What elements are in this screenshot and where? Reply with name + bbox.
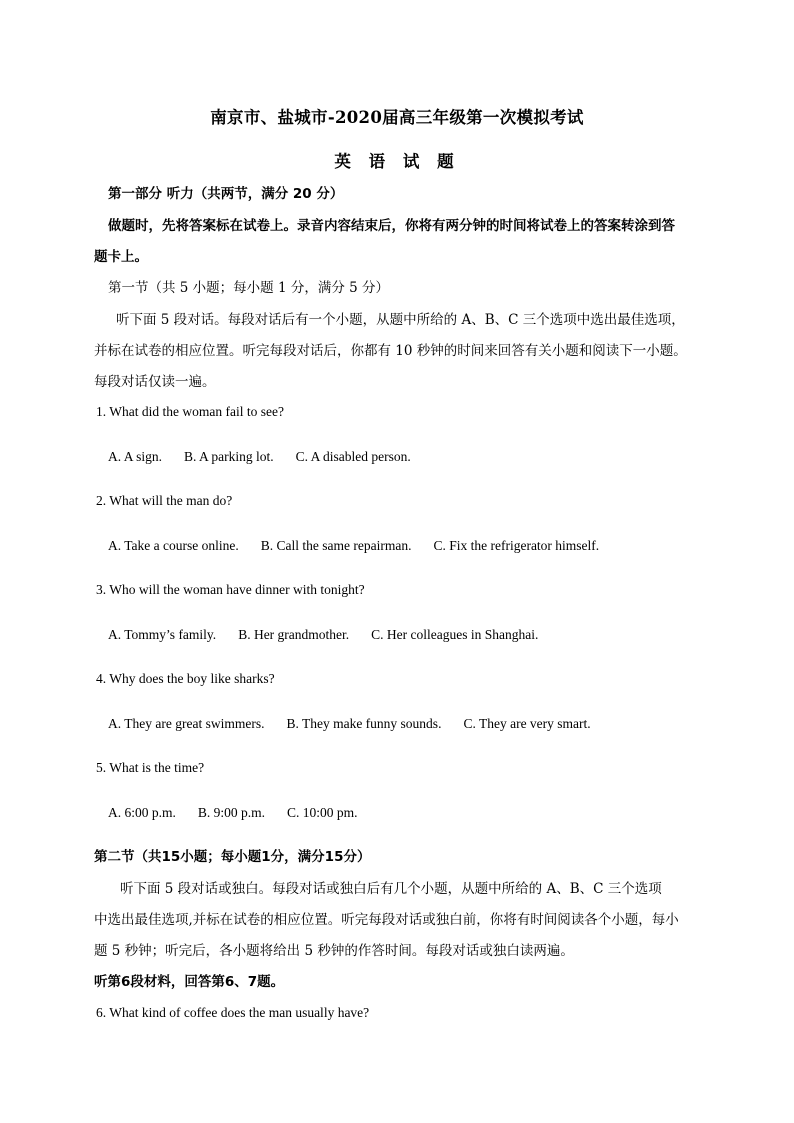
option-c: C. They are very smart. [463, 716, 591, 731]
question-options [108, 625, 560, 645]
section1-directions-line1: 听下面 5 段对话。每段对话后有一个小题，从题中所给的 A、B、C 三个选项中选出最佳选项， [116, 312, 685, 328]
question-options [108, 714, 613, 734]
option-b: B. A parking lot. [184, 449, 274, 464]
question-stem: 5. What is the time? [96, 760, 205, 775]
option-a: A. Take a course online. [108, 538, 239, 553]
option-a: A. A sign. [108, 449, 163, 464]
option-c: C. 10:00 pm. [287, 805, 358, 820]
section1-directions-line2: 并标在试卷的相应位置。听完每段对话后，你都有 10 秒钟的时间来回答有关小题和阅读下一小题。 [94, 343, 687, 359]
option-c: C. Her colleagues in Shanghai. [371, 627, 539, 642]
section2-directions-line1: 听下面 5 段对话或独白。每段对话或独白后有几个小题，从题中所给的 A、B、C 三个选项 [120, 881, 662, 897]
part1-instruction-line1: 做题时，先将答案标在试卷上。录音内容结束后，你将有两分钟的时间将试卷上的答案转涂到答 [108, 218, 675, 234]
option-b: B. They make funny sounds. [286, 716, 442, 731]
option-a: A. Tommy’s family. [108, 627, 217, 642]
section2-directions-line3: 题 5 秒钟；听完后，各小题将给出 5 秒钟的作答时间。每段对话或独白读两遍。 [94, 943, 574, 959]
exam-subtitle: 英 语 试 题 [334, 152, 460, 171]
option-b: B. Call the same repairman. [260, 538, 412, 553]
section1-heading: 第一节（共 5 小题；每小题 1 分，满分 5 分） [108, 280, 390, 296]
question-options [108, 536, 621, 556]
option-b: B. Her grandmother. [238, 627, 350, 642]
question-stem: 4. Why does the boy like sharks? [96, 671, 275, 686]
question-stem: 2. What will the man do? [96, 493, 233, 508]
section2-heading: 第二节（共15小题；每小题1分，满分15分） [94, 849, 371, 865]
exam-title: 南京市、盐城市-2020届高三年级第一次模拟考试 [210, 108, 584, 127]
option-c: C. A disabled person. [295, 449, 411, 464]
option-c: C. Fix the refrigerator himself. [433, 538, 600, 553]
question-options [108, 803, 380, 823]
option-a: A. 6:00 p.m. [108, 805, 176, 820]
section1-directions-line3: 每段对话仅读一遍。 [94, 374, 216, 390]
question-stem: 3. Who will the woman have dinner with tonight? [96, 582, 365, 597]
material6-heading: 听第6段材料，回答第6、7题。 [94, 974, 285, 990]
option-b: B. 9:00 p.m. [197, 805, 266, 820]
question-stem: 6. What kind of coffee does the man usually have? [96, 1005, 370, 1020]
part1-heading: 第一部分 听力（共两节，满分 20 分） [108, 186, 344, 202]
section2-directions-line2: 中选出最佳选项,并标在试卷的相应位置。听完每段对话或独白前，你将有时间阅读各个小题，每小 [94, 912, 679, 928]
option-a: A. They are great swimmers. [108, 716, 265, 731]
question-stem: 1. What did the woman fail to see? [96, 404, 284, 419]
part1-instruction-line2: 题卡上。 [94, 249, 148, 265]
question-options [108, 447, 433, 467]
